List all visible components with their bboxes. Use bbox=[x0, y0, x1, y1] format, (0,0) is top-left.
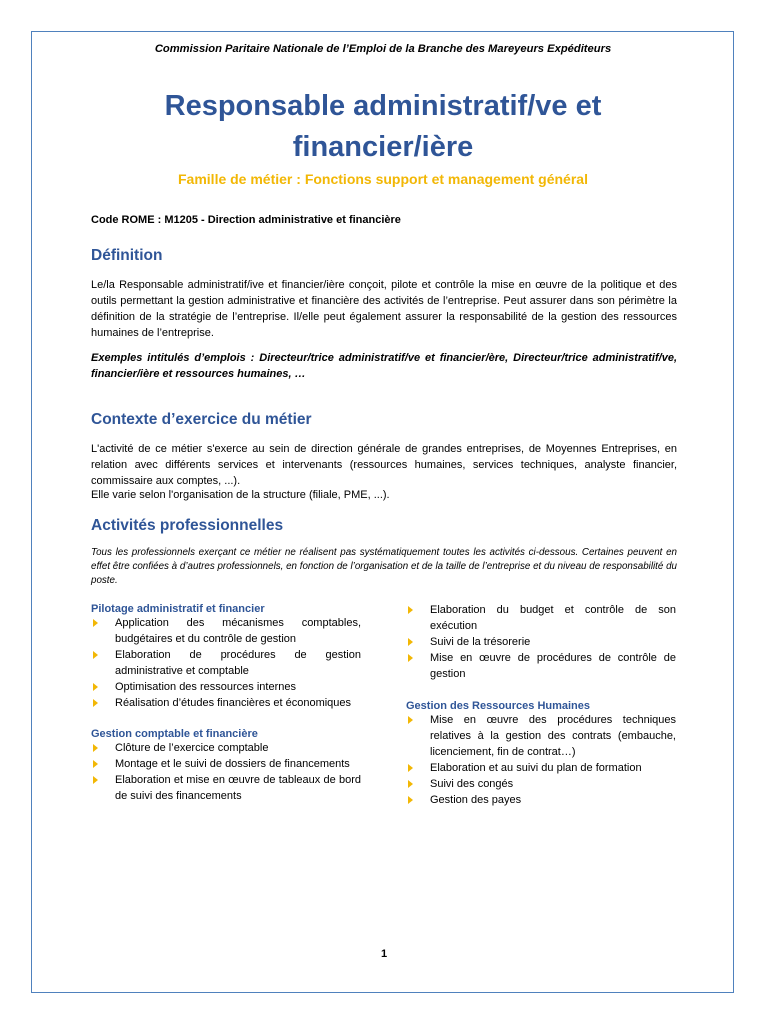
group-title-rh: Gestion des Ressources Humaines bbox=[406, 700, 591, 712]
code-rome: Code ROME : M1205 - Direction administrative et financière bbox=[91, 214, 401, 226]
bullet-arrow-icon bbox=[408, 796, 413, 804]
page-subtitle: Famille de métier : Fonctions support et management général bbox=[178, 171, 588, 187]
list-item: Application des mécanismes comptables, budgétaires et du contrôle de gestion bbox=[91, 615, 361, 647]
activites-intro: Tous les professionnels exerçant ce métier ne réalisent pas systématiquement toutes les activités ci-dessous. Certaines peuvent en effet être confiées à d’autres professionnels, en fonction de l’organisation et de la taille de l’entreprise et du niveau de responsabilité du poste. bbox=[91, 547, 677, 586]
list-item: Elaboration du budget et contrôle de son exécution bbox=[406, 602, 676, 634]
contexte-heading: Contexte d’exercice du métier bbox=[91, 411, 312, 428]
bullet-arrow-icon bbox=[93, 651, 98, 659]
contexte-text-1: L'activité de ce métier s'exerce au sein de direction générale de grandes entreprises, de Moyennes Entreprises, en relation avec différents services et intervenants (ressources humaines, services techniques, analyste financier, commissaire aux comptes, ...). bbox=[91, 443, 677, 487]
bullet-arrow-icon bbox=[93, 619, 98, 627]
activites-heading: Activités professionnelles bbox=[91, 517, 284, 534]
bullet-arrow-icon bbox=[93, 699, 98, 707]
definition-text: Le/la Responsable administratif/ive et financier/ière conçoit, pilote et contrôle la mise en œuvre de la politique et des outils permettant la gestion administrative et financière des activités de l’entreprise. Peut assurer dans son périmètre la définition de la stratégie de l’entreprise. Il/elle peut également assurer la responsabilité de la gestion des ressources humaines de l’entreprise. bbox=[91, 279, 677, 339]
group-title-comptable: Gestion comptable et financière bbox=[91, 728, 258, 740]
bullet-arrow-icon bbox=[93, 744, 98, 752]
list-item: Elaboration et mise en œuvre de tableaux de bord de suivi des financements bbox=[91, 772, 361, 804]
list-item: Mise en œuvre de procédures de contrôle de gestion bbox=[406, 650, 676, 682]
list-financier-suite bbox=[406, 602, 676, 682]
bullet-arrow-icon bbox=[93, 760, 98, 768]
list-pilotage bbox=[91, 615, 361, 711]
bullet-arrow-icon bbox=[408, 654, 413, 662]
list-item: Elaboration et au suivi du plan de formation bbox=[406, 760, 676, 776]
definition-examples: Exemples intitulés d’emplois : Directeur/trice administratif/ve et financier/ère, Directeur/trice administratif/ve, financier/ière et ressources humaines, … bbox=[91, 352, 677, 380]
bullet-arrow-icon bbox=[93, 683, 98, 691]
list-item: Elaboration de procédures de gestion administrative et comptable bbox=[91, 647, 361, 679]
list-item: Suivi des congés bbox=[406, 776, 676, 792]
contexte-text-2: Elle varie selon l'organisation de la structure (filiale, PME, ...). bbox=[91, 489, 390, 501]
list-item: Optimisation des ressources internes bbox=[91, 679, 361, 695]
bullet-arrow-icon bbox=[408, 638, 413, 646]
list-item: Montage et le suivi de dossiers de financements bbox=[91, 756, 361, 772]
bullet-arrow-icon bbox=[408, 764, 413, 772]
bullet-arrow-icon bbox=[408, 606, 413, 614]
list-item: Clôture de l’exercice comptable bbox=[91, 740, 361, 756]
list-item: Suivi de la trésorerie bbox=[406, 634, 676, 650]
list-comptable bbox=[91, 740, 361, 804]
list-item: Mise en œuvre des procédures techniques relatives à la gestion des contrats (embauche, licenciement, fin de contrat…) bbox=[406, 712, 676, 760]
title-line-2: financier/ière bbox=[292, 131, 474, 163]
page-number: 1 bbox=[380, 948, 388, 960]
group-title-pilotage: Pilotage administratif et financier bbox=[91, 603, 265, 615]
list-item: Réalisation d’études financières et économiques bbox=[91, 695, 361, 711]
list-rh bbox=[406, 712, 676, 808]
document-header: Commission Paritaire Nationale de l’Emploi de la Branche des Mareyeurs Expéditeurs bbox=[154, 43, 612, 55]
activites-right-column bbox=[406, 602, 676, 808]
bullet-arrow-icon bbox=[93, 776, 98, 784]
bullet-arrow-icon bbox=[408, 716, 413, 724]
page-title bbox=[60, 86, 706, 168]
activites-left-column bbox=[91, 603, 361, 804]
definition-heading: Définition bbox=[91, 247, 163, 264]
title-line-1: Responsable administratif/ve et bbox=[164, 90, 602, 122]
list-item: Gestion des payes bbox=[406, 792, 676, 808]
bullet-arrow-icon bbox=[408, 780, 413, 788]
